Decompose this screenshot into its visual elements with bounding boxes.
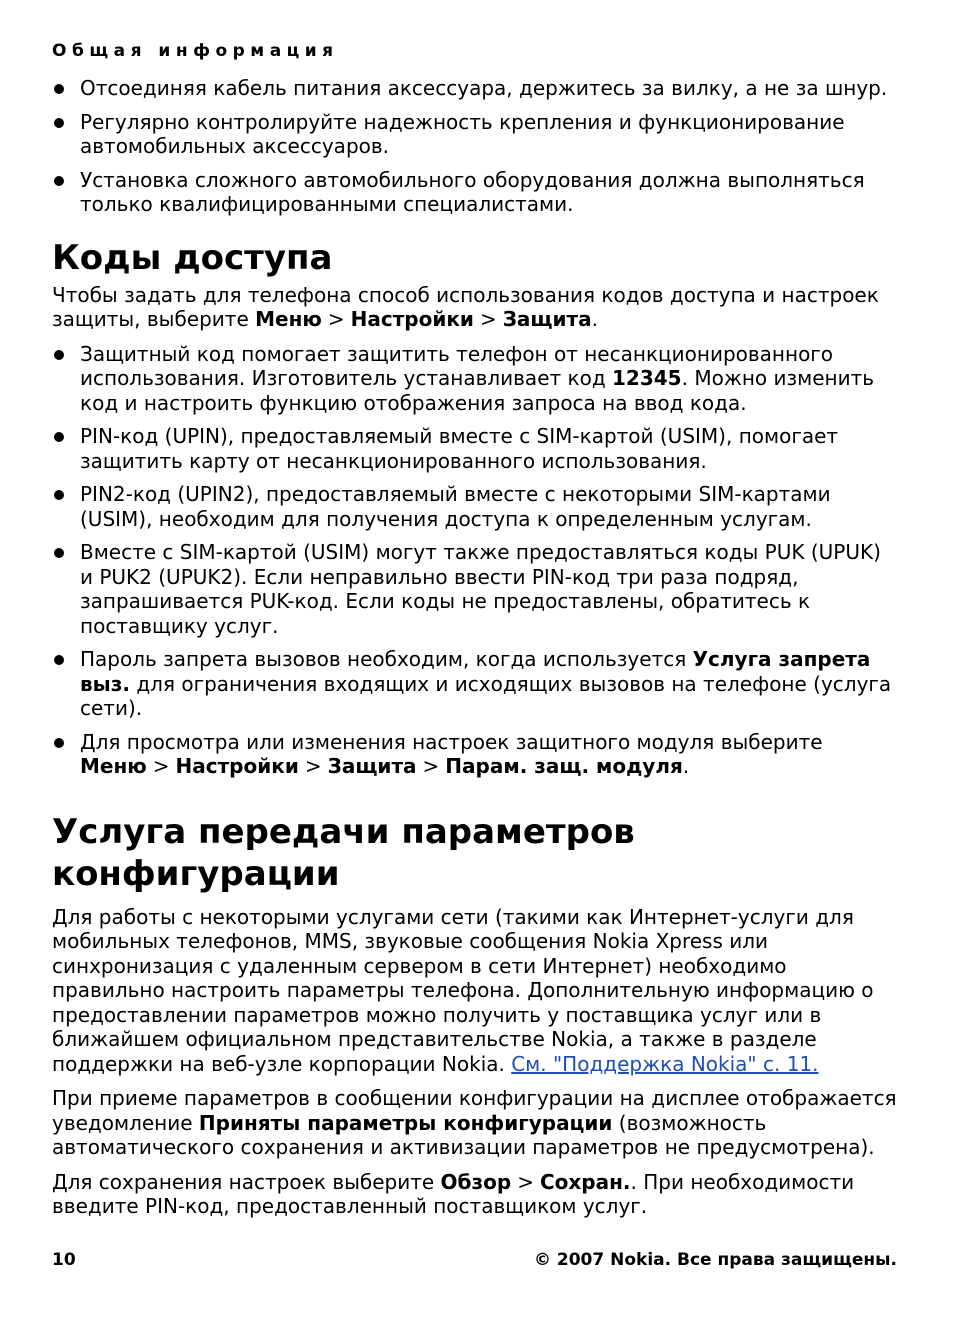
menu-path-item: Настройки: [350, 307, 474, 331]
list-item: Отсоединяя кабель питания аксессуара, держитесь за вилку, а не за шнур.: [52, 76, 897, 101]
list-item: Защитный код помогает защитить телефон от несанкционированного использования. Изготовитель устанавливает код 12345. Можно изменить код и настроить функцию отображения запроса на ввод кода.: [52, 342, 897, 416]
path-separator: >: [479, 307, 497, 331]
access-codes-intro: Чтобы задать для телефона способ использования кодов доступа и настроек защиты, выберите Меню > Настройки > Защита.: [52, 282, 879, 331]
menu-path-item: Сохран.: [539, 1169, 631, 1194]
path-separator: >: [304, 754, 322, 778]
page-footer: [52, 1249, 897, 1271]
menu-option: Услуга запрета выз.: [80, 647, 871, 696]
list-item: Для просмотра или изменения настроек защитного модуля выберите Меню > Настройки > Защита > Парам. защ. модуля.: [52, 730, 897, 779]
list-item: Вместе с SIM-картой (USIM) могут также предоставляться коды PUK (UPUK) и PUK2 (UPUK2). Если неправильно ввести PIN-код три раза подряд, запрашивается PUK-код. Если коды не предоставлены, обратитесь к поставщику услуг.: [52, 540, 897, 638]
access-codes-list: [52, 342, 897, 779]
path-separator: >: [422, 754, 440, 778]
path-separator: >: [327, 307, 345, 331]
copyright-notice: © 2007 Nokia. Все права защищены.: [533, 1250, 897, 1270]
path-separator: >: [517, 1169, 534, 1194]
config-paragraph-1: Для работы с некоторыми услугами сети (такими как Интернет-услуги для мобильных телефонов, MMS, звуковые сообщения Nokia Xpress или синхронизация с удаленным сервером в сети Интернет) необходимо правильно настроить параметры телефона. Дополнительную информацию о предоставлении параметров можно получить у поставщика услуг или в ближайшем официальном представительстве Nokia, а также в разделе поддержки на веб-узле корпорации Nokia. См. "Поддержка Nokia" с. 11.: [52, 904, 874, 1076]
menu-path-item: Обзор: [440, 1169, 512, 1194]
default-security-code: 12345: [612, 366, 682, 390]
config-paragraph-2: При приеме параметров в сообщении конфигурации на дисплее отображается уведомление Приняты параметры конфигурации (возможность автоматического сохранения и активизации параметров не предусмотрена).: [52, 1086, 897, 1159]
menu-path-item: Меню: [80, 754, 147, 778]
document-page: [52, 40, 897, 1229]
nokia-support-link[interactable]: См. "Поддержка Nokia" с. 11.: [511, 1051, 819, 1076]
list-item: Пароль запрета вызовов необходим, когда используется Услуга запрета выз. для ограничения входящих и исходящих вызовов на телефоне (услуга сети).: [52, 647, 897, 721]
list-item: PIN2-код (UPIN2), предоставляемый вместе с некоторыми SIM-картами (USIM), необходим для получения доступа к определенным услугам.: [52, 482, 897, 531]
page-number: 10: [52, 1250, 76, 1270]
safety-bullet-list: [52, 76, 897, 217]
section-label: Общая информация: [52, 41, 339, 61]
config-paragraph-3: Для сохранения настроек выберите Обзор > Сохран.. При необходимости введите PIN-код, предоставленный поставщиком услуг.: [52, 1169, 855, 1218]
config-service-heading: Услуга передачи параметров конфигурации: [52, 811, 635, 894]
menu-path-item: Парам. защ. модуля: [445, 754, 683, 778]
menu-path-item: Настройки: [175, 754, 299, 778]
notification-text: Приняты параметры конфигурации: [198, 1110, 613, 1135]
list-item: Регулярно контролируйте надежность крепления и функционирование автомобильных аксессуаров.: [52, 110, 897, 159]
access-codes-heading: Коды доступа: [52, 237, 333, 278]
menu-path-item: Защита: [327, 754, 417, 778]
list-item: PIN-код (UPIN), предоставляемый вместе с SIM-картой (USIM), помогает защитить карту от несанкционированного использования.: [52, 424, 897, 473]
list-item: Установка сложного автомобильного оборудования должна выполняться только квалифицированными специалистами.: [52, 168, 897, 217]
menu-path-item: Меню: [255, 307, 322, 331]
menu-path-item: Защита: [502, 307, 592, 331]
path-separator: >: [152, 754, 170, 778]
